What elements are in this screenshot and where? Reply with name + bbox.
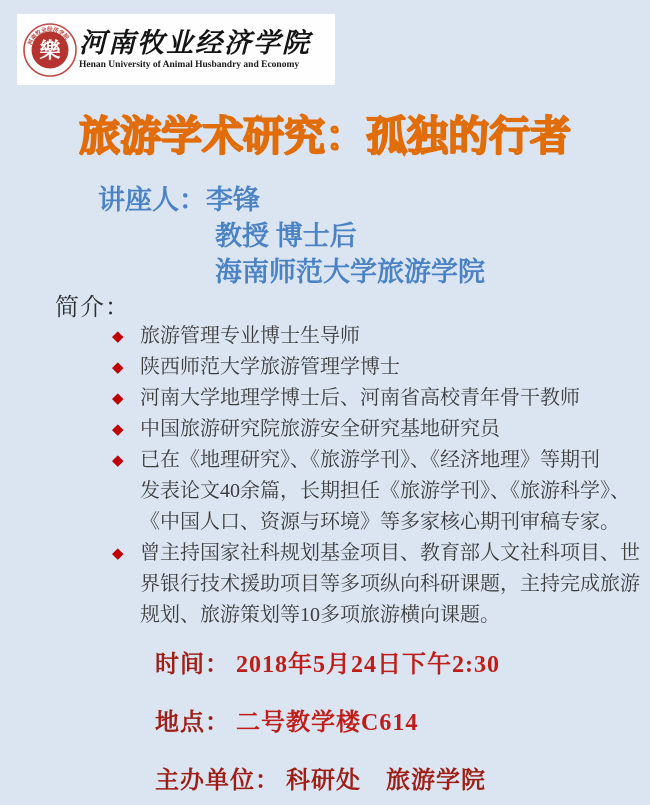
svg-text:河南牧业经济学院: 河南牧业经济学院 [27,26,70,46]
list-item [112,352,617,383]
venue-value: 二号教学楼C614 [236,710,419,736]
bullet-text: 已在《地理研究》、《旅游学刊》、《经济地理》等期刊 [140,449,600,471]
list-item [112,445,630,538]
university-seal-icon [23,23,77,77]
list-item [112,414,617,445]
speaker-affiliation-line: 海南师范大学旅游学院 [215,257,485,287]
lecture-title: 旅游学术研究：孤独的行者 [79,113,571,159]
university-name-cn: 河南牧业经济学院 [79,28,311,58]
diamond-bullet-icon: ◆ [112,544,124,562]
university-banner [17,14,335,85]
diamond-bullet-icon: ◆ [112,451,124,469]
intro-heading: 简介： [55,295,130,321]
diamond-bullet-icon: ◆ [112,358,124,376]
diamond-bullet-icon: ◆ [112,327,124,345]
list-item [112,538,640,631]
organizer-value: 科研处 旅游学院 [286,768,486,794]
bullet-text: 界银行技术援助项目等多项纵向科研课题，主持完成旅游 [140,573,640,595]
bullet-text: 规划、旅游策划等10多项旅游横向课题。 [140,604,500,626]
diamond-bullet-icon: ◆ [112,389,124,407]
diamond-bullet-icon: ◆ [112,420,124,438]
time-value: 2018年5月24日下午2:30 [236,652,500,678]
event-details [155,644,500,805]
venue-label: 地点： [155,710,230,736]
speaker-name-line: 讲座人：李锋 [98,185,260,215]
organizer-label: 主办单位： [155,768,280,794]
venue-line [155,702,500,737]
list-item [112,321,617,352]
organizer-line [155,760,500,795]
bullet-text: 中国旅游研究院旅游安全研究基地研究员 [140,418,500,440]
speaker-block [98,182,485,290]
bullet-text: 曾主持国家社科规划基金项目、教育部人文社科项目、世 [140,542,640,564]
list-item [112,383,617,414]
time-label: 时间： [155,652,230,678]
svg-text:樂: 樂 [39,38,61,63]
speaker-title-line: 教授 博士后 [215,221,357,251]
bullet-text: 陕西师范大学旅游管理学博士 [140,356,400,378]
bullet-text: 河南大学地理学博士后、河南省高校青年骨干教师 [140,387,580,409]
bullet-text: 《中国人口、资源与环境》等多家核心期刊审稿专家。 [140,511,620,533]
bullet-text: 旅游管理专业博士生导师 [140,325,360,347]
intro-bullet-list [112,321,640,631]
bullet-text: 发表论文40余篇，长期担任《旅游学刊》、《旅游科学》、 [140,480,630,502]
university-name-en: Henan University of Animal Husbandry and Economy [79,60,300,70]
time-line [155,644,500,679]
